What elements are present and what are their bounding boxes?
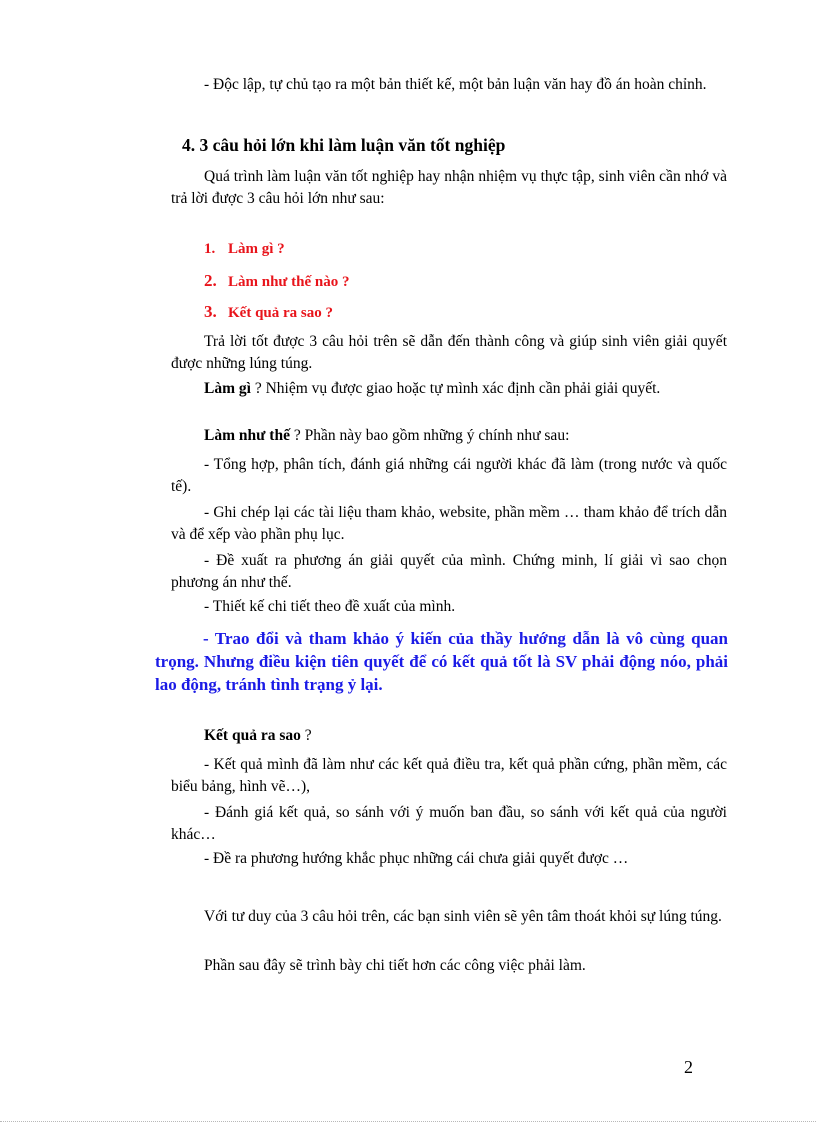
highlight-paragraph: - Trao đổi và tham khảo ý kiến của thầy hướng dẫn là vô cùng quan trọng. Nhưng điều kiện tiên quyết để có kết quả tốt là SV phải động nóo, phải lao động, tránh tình trạng ỷ lại.: [155, 629, 728, 694]
what-label: Làm gì: [204, 380, 251, 397]
question-1-number: 1.: [204, 241, 216, 257]
how-item-2: - Ghi chép lại các tài liệu tham khảo, website, phần mềm … tham khảo để trích dẫn và để xếp vào phần phụ lục.: [171, 504, 727, 543]
how-item-3: - Đề xuất ra phương án giải quyết của mình. Chứng minh, lí giải vì sao chọn phương án như thế.: [171, 552, 727, 591]
answer-intro: Trả lời tốt được 3 câu hỏi trên sẽ dẫn đến thành công và giúp sinh viên giải quyết được những lúng túng.: [171, 333, 727, 372]
how-label: Làm như thế: [204, 427, 290, 444]
result-item-2: - Đánh giá kết quả, so sánh với ý muốn ban đầu, so sánh với kết quả của người khác…: [171, 804, 727, 843]
section-heading: 4. 3 câu hỏi lớn khi làm luận văn tốt nghiệp: [182, 135, 506, 155]
question-2: [204, 271, 350, 291]
question-2-number: 2.: [204, 271, 217, 290]
closing-paragraph-2: Phần sau đây sẽ trình bày chi tiết hơn các công việc phải làm.: [204, 957, 586, 974]
section-intro: Quá trình làm luận văn tốt nghiệp hay nhận nhiệm vụ thực tập, sinh viên cần nhớ và trả lời được 3 câu hỏi lớn như sau:: [171, 168, 727, 207]
result-label: Kết quả ra sao: [204, 727, 301, 744]
result-paragraph: [204, 727, 312, 745]
result-item-3: - Đề ra phương hướng khắc phục những cái chưa giải quyết được …: [204, 850, 629, 867]
question-3-number: 3.: [204, 302, 217, 321]
question-1-text: Làm gì ?: [228, 241, 285, 257]
how-item-1: - Tổng hợp, phân tích, đánh giá những cái người khác đã làm (trong nước và quốc tế).: [171, 456, 727, 495]
what-text: ? Nhiệm vụ được giao hoặc tự mình xác định cần phải giải quyết.: [250, 380, 661, 397]
result-text: ?: [300, 727, 312, 744]
question-2-text: Làm như thế nào ?: [228, 274, 350, 290]
closing-paragraph-1: Với tư duy của 3 câu hỏi trên, các bạn sinh viên sẽ yên tâm thoát khỏi sự lúng túng.: [204, 908, 722, 925]
question-1: [204, 241, 285, 258]
question-3-text: Kết quả ra sao ?: [228, 305, 333, 321]
result-item-1: - Kết quả mình đã làm như các kết quả điều tra, kết quả phần cứng, phần mềm, các biểu bảng, hình vẽ…),: [171, 756, 727, 795]
how-item-4: - Thiết kế chi tiết theo đề xuất của mình.: [204, 598, 456, 615]
how-text: ? Phần này bao gồm những ý chính như sau:: [289, 427, 570, 444]
what-paragraph: [171, 378, 727, 400]
intro-paragraph: - Độc lập, tự chủ tạo ra một bản thiết kế, một bản luận văn hay đồ án hoàn chỉnh.: [204, 76, 707, 93]
footer-divider: [0, 1121, 816, 1122]
question-3: [204, 302, 333, 322]
page-number: 2: [684, 1057, 693, 1077]
how-paragraph: [204, 427, 569, 445]
